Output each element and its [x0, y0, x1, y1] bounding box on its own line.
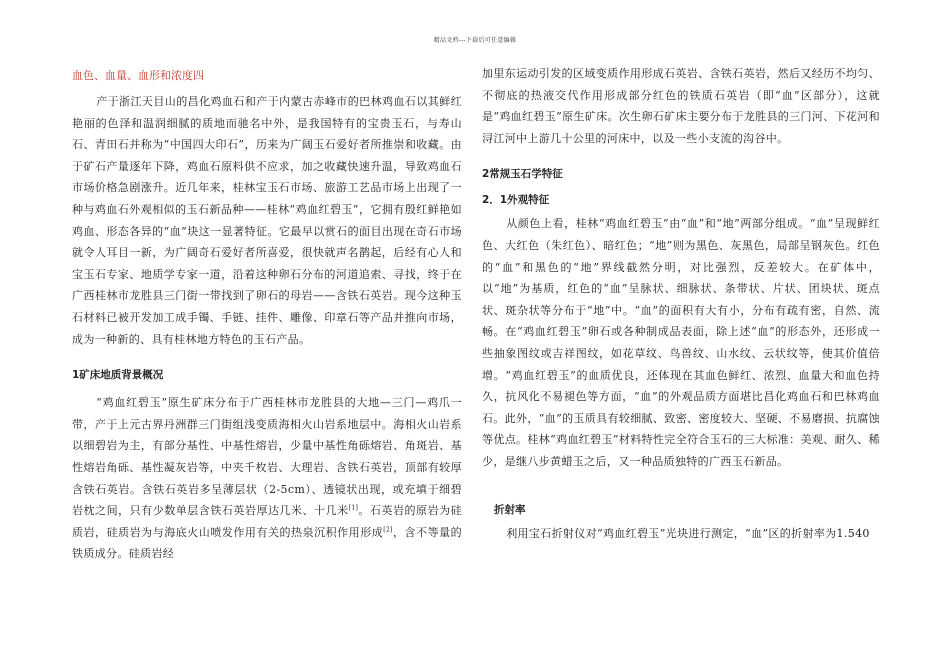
- section-1-text-c: ，含不等量的铁质成分。硅质岩经: [72, 525, 462, 561]
- citation-1: [1]: [348, 504, 359, 512]
- right-column: [482, 63, 880, 544]
- refraction-heading: 折射率: [494, 503, 526, 516]
- page-header: 精品文档---下载后可任意编辑: [433, 37, 517, 44]
- intro-paragraph: 产于浙江天目山的昌化鸡血石和产于内蒙古赤峰市的巴林鸡血石以其鲜红艳丽的色泽和温润细腻的质地而驰名中外，是我国特有的宝贵玉石，与寿山石、青田石并称为“中国四大印石”，历来为广阔玉石爱好者所推崇和收藏。由于矿石产量逐年下降，鸡血石原料供不应求，加之收藏快速升温，导致鸡血石市场价格急剧涨升。近几年来，桂林宝玉石市场、旅游工艺品市场上出现了一种与鸡血石外观相似的玉石新品种——桂林“鸡血红碧玉”，它拥有殷红鲜艳如鸡血、形态各异的“血”块这一显著特征。它最早以赏石的面目出现在奇石市场就令人耳目一新，为广阔奇石爱好者所喜爱，很快就声名鹊起，后经有心人和宝玉石专家、地质学专家一道，沿着这种卵石分布的河道追索、寻找，终于在广西桂林市龙胜县三门街一带找到了卵石的母岩——含铁石英岩。现今这种玉石材料已被开发加工成手镯、手链、挂件、雕像、印章石等产品并推向市场，成为一种新的、具有桂林地方特色的玉石产品。: [72, 95, 462, 346]
- section-2-heading: 2常规玉石学特征: [482, 168, 563, 181]
- section-2-1-paragraph: 从颜色上看，桂林“鸡血红碧玉”由“血”和“地”两部分组成。“血”呈现鲜红色、大红色（朱红色）、暗红色；“地”则为黑色、灰黑色，局部呈钢灰色。红色的“血”和黑色的“地”界线截然分明，对比强烈，反差较大。在矿体中，以“地”为基质，红色的“血”呈脉状、细脉状、条带状、片状、团块状、斑点状、斑杂状等分布于“地”中。“血”的面积有大有小，分布有疏有密，自然、流畅。在“鸡血红碧玉”卵石或各种制成品表面，除上述“血”的形态外，还形成一些抽象图纹或吉祥图纹，如花草纹、鸟兽纹、山水纹、云状纹等，使其价值倍增。“鸡血红碧玉”的血质优良，还体现在其血色鲜红、浓烈、血量大和血色持久，抗风化不易褪色等方面，“血”的外观品质方面堪比昌化鸡血石和巴林鸡血石。此外，“血”的玉质具有较细腻、致密、密度较大、坚硬、不易磨损、抗腐蚀等优点。桂林“鸡血红碧玉”材料特性完全符合玉石的三大标准：美观、耐久、稀少，是继八步黄蜡玉之后，又一种品质独特的广西玉石新品。: [482, 217, 880, 468]
- section-1-paragraph: [72, 392, 462, 565]
- section-1-text-a: “鸡血红碧玉”原生矿床分布于广西桂林市龙胜县的大地—三门—鸡爪一带，产于上元古界丹洲群三门街组浅变质海相火山岩系地层中。海相火山岩系以细碧岩为主，有部分基性、中基性熔岩，少量中基性角砾熔岩、角斑岩、基性熔岩角砾、基性凝灰岩等，中夹千枚岩、大理岩、含铁石英岩，顶部有较厚含铁石英岩。含铁石英岩多呈薄层状（2-5cm）、透镜状出现，或充填于细碧岩枕之间，只有少数单层含铁石英岩厚达几米、十几米: [72, 396, 462, 518]
- refraction-paragraph: 利用宝石折射仪对“鸡血红碧玉”光块进行测定，“血”区的折射率为1.540: [506, 526, 870, 540]
- continued-paragraph: 加里东运动引发的区域变质作用形成石英岩、含铁石英岩，然后又经历不均匀、不彻底的热液交代作用形成部分红色的铁质石英岩（即“血”区部分），这就是“鸡血红碧玉”原生矿床。次生卵石矿床主要分布于龙胜县的三门河、下花河和浔江河中上游几十公里的河床中，以及一些小支流的沟谷中。: [482, 67, 880, 145]
- document-title: 血色、血量、血形和浓度四: [72, 69, 204, 82]
- citation-2: [2]: [383, 526, 393, 534]
- section-2-1-heading: 2．1外观特征: [482, 194, 550, 207]
- section-1-heading: 1矿床地质背景概况: [72, 369, 164, 382]
- section-1-text-b: 。石英岩的原岩为硅质岩，硅质岩为与海底火山喷发作用有关的热泉沉积作用形成: [72, 504, 462, 539]
- left-column: [72, 63, 462, 565]
